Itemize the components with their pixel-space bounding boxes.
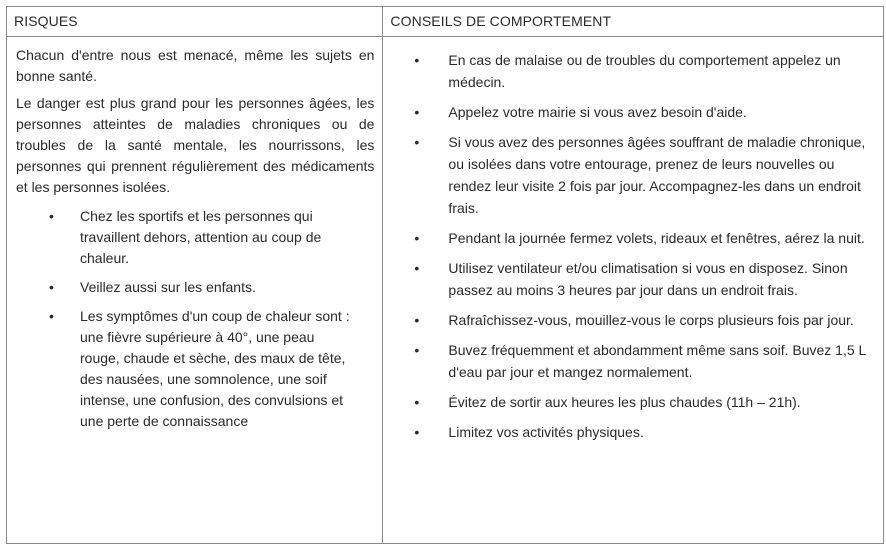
advice-bullet-item	[383, 391, 873, 413]
advice-bullet-item	[383, 131, 873, 219]
advice-bullet-text: Pendant la journée fermez volets, rideaux et fenêtres, aérez la nuit.	[448, 230, 865, 246]
advice-bullet-text: Rafraîchissez-vous, mouillez-vous le corps plusieurs fois par jour.	[448, 312, 854, 328]
bullet-icon: •	[49, 308, 54, 324]
risk-bullet-item	[16, 206, 374, 269]
advice-header: CONSEILS DE COMPORTEMENT	[383, 7, 884, 37]
advice-bullet-item	[383, 227, 873, 249]
risk-bullet-text: Les symptômes d'un coup de chaleur sont : une fièvre supérieure à 40°, une peau rouge, chaude et sèche, des maux de tête, des nausées, une somnolence, une soif intense, une confusion, des convulsions et une perte de connaissance	[80, 308, 350, 429]
advice-bullet-text: Si vous avez des personnes âgées souffrant de maladie chronique, ou isolées dans votre entourage, prenez de leurs nouvelles ou rendez leur visite 2 fois par jour. Accompagnez-les dans un endroit frais.	[448, 134, 866, 216]
advice-bullet-text: Appelez votre mairie si vous avez besoin d'aide.	[448, 104, 747, 120]
bullet-icon: •	[414, 312, 420, 328]
advice-bullet-text: En cas de malaise ou de troubles du comportement appelez un médecin.	[448, 52, 841, 90]
advice-bullet-text: Limitez vos activités physiques.	[448, 424, 644, 440]
advice-bullet-item	[383, 101, 873, 123]
bullet-icon: •	[414, 260, 420, 276]
bullet-icon: •	[414, 424, 420, 440]
advice-bullet-list	[383, 49, 873, 443]
risk-paragraph: Le danger est plus grand pour les personnes âgées, les personnes atteintes de maladies chroniques ou de troubles de la santé mentale, les nourrissons, les personnes qui prennent régulièrement des médicaments et les personnes isolées.	[16, 95, 375, 195]
bullet-icon: •	[414, 394, 420, 410]
advice-bullet-item	[383, 309, 873, 331]
header-row	[7, 7, 884, 37]
advice-bullet-item	[383, 339, 873, 383]
bullet-icon: •	[49, 208, 54, 224]
risk-bullet-item	[16, 306, 374, 432]
advice-bullet-item	[383, 421, 873, 443]
advice-bullet-item	[383, 49, 873, 93]
bullet-icon: •	[414, 104, 420, 120]
bullet-icon: •	[49, 279, 54, 295]
advice-bullet-item	[383, 257, 873, 301]
bullet-icon: •	[414, 342, 420, 358]
bullet-icon: •	[414, 52, 420, 68]
advice-table	[6, 6, 884, 544]
advice-bullet-text: Évitez de sortir aux heures les plus chaudes (11h – 21h).	[448, 394, 801, 410]
risk-bullet-list	[16, 206, 374, 432]
advice-bullet-text: Buvez fréquemment et abondamment même sans soif. Buvez 1,5 L d'eau par jour et mangez normalement.	[448, 342, 866, 380]
risk-bullet-item	[16, 277, 374, 298]
bullet-icon: •	[414, 134, 420, 150]
risks-header: RISQUES	[7, 7, 383, 37]
content-row	[7, 37, 884, 544]
risk-bullet-text: Chez les sportifs et les personnes qui travaillent dehors, attention au coup de chaleur.	[80, 208, 322, 266]
risk-paragraph: Chacun d'entre nous est menacé, même les sujets en bonne santé.	[16, 47, 375, 84]
risk-bullet-text: Veillez aussi sur les enfants.	[80, 279, 256, 295]
advice-bullet-text: Utilisez ventilateur et/ou climatisation si vous en disposez. Sinon passez au moins 3 heures par jour dans un endroit frais.	[448, 260, 848, 298]
advice-cell	[383, 37, 884, 544]
bullet-icon: •	[414, 230, 420, 246]
risks-cell	[7, 37, 383, 544]
